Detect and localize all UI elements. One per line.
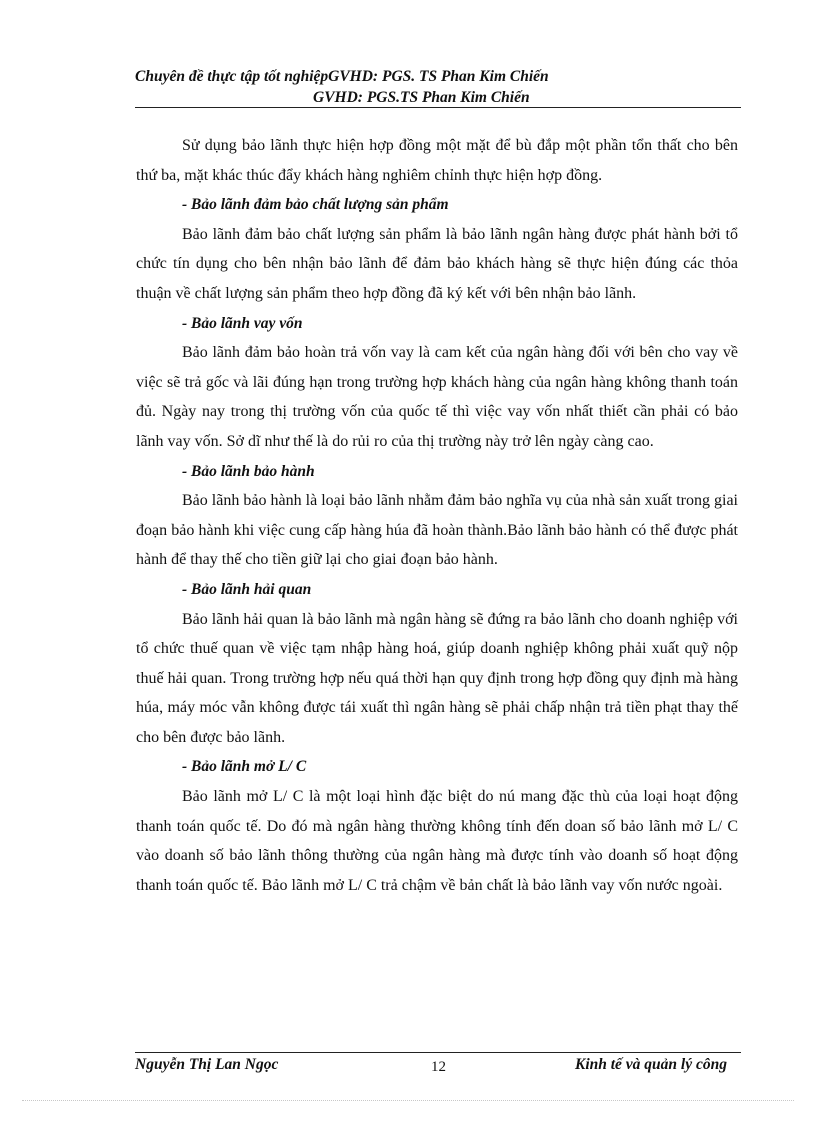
- paragraph: Bảo lãnh đảm bảo chất lượng sản phẩm là bảo lãnh ngân hàng được phát hành bởi tổ chức tín dụng cho bên nhận bảo lãnh để đảm bảo khách hàng sẽ thực hiện đúng các thỏa thuận về chất lượng sản phẩm theo hợp đồng đã ký kết với bên nhận bảo lãnh.: [136, 225, 738, 302]
- paragraph: Bảo lãnh hải quan là bảo lãnh mà ngân hàng sẽ đứng ra bảo lãnh cho doanh nghiệp với tổ chức thuế quan về việc tạm nhập hàng hoá, giúp doanh nghiệp không phải xuất quỹ nộp thuế hải quan. Trong trường hợp nếu quá thời hạn quy định trong hợp đồng quy định mà hàng húa, máy móc vẫn không được tái xuất thì ngân hàng sẽ phải chấp nhận trả tiền phạt thay thế cho bên được bảo lãnh.: [136, 610, 738, 746]
- page-edge: [22, 1100, 794, 1101]
- section-heading: - Bảo lãnh vay vốn: [182, 314, 303, 332]
- paragraph: Bảo lãnh mở L/ C là một loại hình đặc biệt do nú mang đặc thù của loại hoạt động thanh toán quốc tế. Do đó mà ngân hàng thường không tính đến doan số bảo lãnh mở L/ C vào doanh số bảo lãnh thông thường của ngân hàng mà được tính vào doanh số hoạt động thanh toán quốc tế. Bảo lãnh mở L/ C trả chậm về bản chất là bảo lãnh vay vốn nước ngoài.: [136, 788, 738, 894]
- section-heading: - Bảo lãnh đảm bảo chất lượng sản phẩm: [182, 196, 449, 214]
- paragraph: Bảo lãnh bảo hành là loại bảo lãnh nhằm đảm bảo nghĩa vụ của nhà sản xuất trong giai đoạn bảo hành khi việc cung cấp hàng húa đã hoàn thành.Bảo lãnh bảo hành có thể được phát hành để thay thế cho tiền giữ lại cho giai đoạn bảo hành.: [136, 492, 738, 569]
- paragraph: Sử dụng bảo lãnh thực hiện hợp đồng một mặt để bù đắp một phần tổn thất cho bên thứ ba, mặt khác thúc đẩy khách hàng nghiêm chỉnh thực hiện hợp đồng.: [136, 137, 738, 184]
- header-line-1: Chuyên đề thực tập tốt nghiệpGVHD: PGS. TS Phan Kim Chiến: [135, 68, 549, 85]
- paragraph: Bảo lãnh đảm bảo hoàn trả vốn vay là cam kết của ngân hàng đối với bên cho vay về việc sẽ trả gốc và lãi đúng hạn trong trường hợp khách hàng của ngân hàng không thanh toán đủ. Ngày nay trong thị trường vốn của quốc tế thì việc vay vốn nhất thiết cần phải có bảo lãnh vay vốn. Sở dĩ như thế là do rủi ro của thị trường này trở lên ngày càng cao.: [136, 344, 738, 450]
- footer-department: Kinh tế và quản lý công: [574, 1056, 727, 1073]
- section-heading: - Bảo lãnh mở L/ C: [182, 758, 307, 776]
- section-heading: - Bảo lãnh hải quan: [182, 580, 312, 598]
- header-line-2: GVHD: PGS.TS Phan Kim Chiến: [313, 89, 530, 106]
- section-heading: - Bảo lãnh bảo hành: [182, 462, 315, 480]
- footer-author: Nguyễn Thị Lan Ngọc: [135, 1056, 279, 1073]
- footer-rule: [135, 1052, 741, 1053]
- header-rule: [135, 107, 741, 108]
- page-header: [135, 66, 741, 108]
- document-body: [136, 131, 738, 900]
- page-footer: [135, 1056, 741, 1078]
- page-number: 12: [431, 1059, 446, 1075]
